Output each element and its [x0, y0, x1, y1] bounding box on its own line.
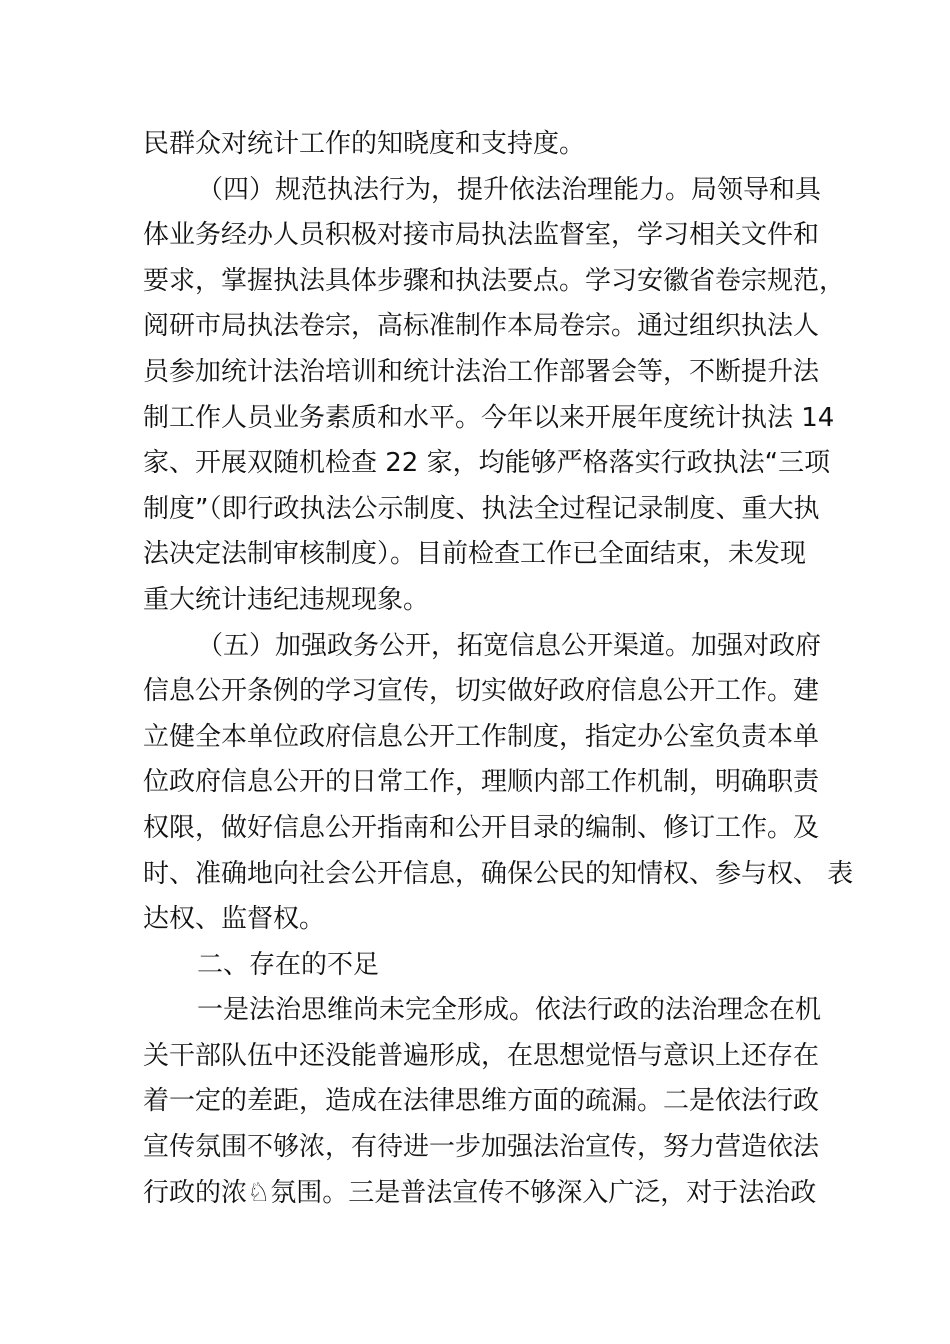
text-line: 制度”（即行政执法公示制度、执法全过程记录制度、重大执 [143, 493, 820, 524]
text-line: 宣传氛围不够浓，有待进一步加强法治宣传，努力营造依法 [143, 1132, 820, 1163]
text-line: 达权、监督权。 [143, 904, 326, 935]
section-heading-shortcomings: 二、存在的不足 [197, 949, 380, 980]
text-line: 家、开展双随机检查 22 家，均能够严格落实行政执法“三项 [143, 448, 831, 479]
text-line: 民群众对统计工作的知晓度和支持度。 [143, 129, 586, 159]
text-line: 员参加统计法治培训和统计法治工作部署会等，不断提升法 [143, 356, 820, 387]
text-line: 位政府信息公开的日常工作，理顺内部工作机制，明确职责 [143, 767, 820, 798]
text-line: 着一定的差距，造成在法律思维方面的疏漏。二是依法行政 [143, 1086, 820, 1117]
text-line: 关干部队伍中还没能普遍形成，在思想觉悟与意识上还存在 [143, 1040, 820, 1071]
section-heading-four: （四）规范执法行为，提升依法治理能力。局领导和具 [197, 174, 822, 205]
text-line: 时、准确地向社会公开信息，确保公民的知情权、参与权、 表 [143, 858, 854, 889]
section-heading-five: （五）加强政务公开，拓宽信息公开渠道。加强对政府 [197, 630, 822, 661]
text-line: 立健全本单位政府信息公开工作制度，指定办公室负责本单 [143, 721, 820, 752]
document-body [143, 122, 854, 1216]
text-line: 制工作人员业务素质和水平。今年以来开展年度统计执法 14 [143, 402, 835, 433]
text-line: 重大统计违纪违规现象。 [143, 584, 430, 615]
text-line: 要求，掌握执法具体步骤和执法要点。学习安徽省卷宗规范， [143, 265, 846, 296]
text-line: 权限，做好信息公开指南和公开目录的编制、修订工作。及 [143, 812, 820, 843]
text-line: 一是法治思维尚未完全形成。依法行政的法治理念在机 [197, 995, 822, 1026]
text-line: 行政的浓♘氛围。三是普法宣传不够深入广泛，对于法治政 [143, 1177, 817, 1208]
text-line: 法决定法制审核制度）。目前检查工作已全面结束，未发现 [143, 539, 807, 570]
text-line: 信息公开条例的学习宣传，切实做好政府信息公开工作。建 [143, 676, 820, 707]
text-line: 阅研市局执法卷宗，高标准制作本局卷宗。通过组织执法人 [143, 311, 820, 342]
text-line: 体业务经办人员积极对接市局执法监督室，学习相关文件和 [143, 220, 820, 251]
